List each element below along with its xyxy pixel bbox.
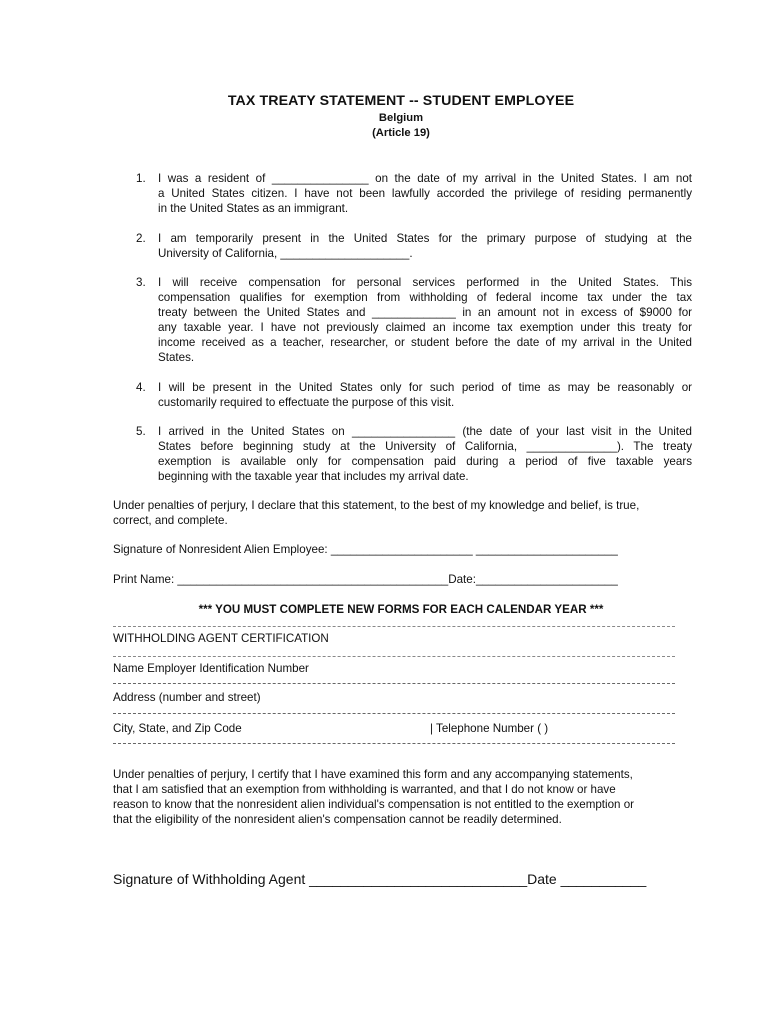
agent-certification-heading: WITHHOLDING AGENT CERTIFICATION (113, 632, 329, 645)
item-line[interactable]: I was a resident of _______________ on the date of my arrival in the United States. I am not (158, 172, 692, 185)
divider-line (113, 713, 675, 714)
item-number: 1. (136, 172, 146, 185)
item-line: in the United States as an immigrant. (158, 202, 349, 215)
employee-declaration (113, 498, 688, 528)
country-subtitle: Belgium (378, 112, 424, 124)
item-line: I am temporarily present in the United States for the primary purpose of studying at the (158, 232, 692, 245)
employee-signature-field[interactable]: Signature of Nonresident Alien Employee: ______________________ ______________________ (113, 543, 618, 556)
agent-signature-date-field[interactable]: Signature of Withholding Agent ____________________________Date ___________ (113, 871, 647, 887)
address-field-label[interactable]: Address (number and street) (113, 691, 261, 704)
item-line: any taxable year. I have not previously claimed an income tax exemption under this treaty for (158, 321, 692, 334)
certification-line: reason to know that the nonresident alien individual's compensation is not entitled to the exemption or (113, 798, 635, 811)
item-number: 4. (136, 381, 146, 394)
certification-line: that the eligibility of the nonresident alien's compensation cannot be readily determined. (113, 813, 562, 826)
item-line[interactable]: I arrived in the United States on ________________ (the date of your last visit in the United (158, 425, 692, 438)
item-line: beginning with the taxable year that includes my arrival date. (158, 470, 469, 483)
item-line[interactable]: University of California, ____________________. (158, 247, 413, 260)
item-line: States. (158, 351, 195, 364)
agent-certification-statement (113, 767, 688, 827)
item-line[interactable]: States before beginning study at the University of California, ______________). The treaty (158, 440, 692, 453)
declaration-line: correct, and complete. (113, 514, 228, 527)
item-number: 2. (136, 232, 146, 245)
item-number: 3. (136, 276, 146, 289)
item-line[interactable]: treaty between the United States and _____________ in an amount not in excess of $9000 for (158, 306, 692, 319)
item-line: compensation qualifies for exemption from withholding of federal income tax under the tax (158, 291, 692, 304)
article-subtitle: (Article 19) (372, 127, 430, 139)
city-state-zip-field-label[interactable]: City, State, and Zip Code (113, 722, 242, 735)
certification-line: Under penalties of perjury, I certify that I have examined this form and any accompanying statements, (113, 768, 633, 781)
item-line: customarily required to effectuate the purpose of this visit. (158, 396, 455, 409)
item-line: I will receive compensation for personal services performed in the United States. This (158, 276, 692, 289)
divider-line (113, 626, 675, 627)
print-name-date-field[interactable]: Print Name: __________________________________________Date:______________________ (113, 573, 618, 586)
item-number: 5. (136, 425, 146, 438)
divider-line (113, 656, 675, 657)
telephone-field-label[interactable]: | Telephone Number ( ) (430, 722, 549, 735)
employer-id-field-label[interactable]: Name Employer Identification Number (113, 662, 309, 675)
item-line: I will be present in the United States only for such period of time as may be reasonably or (158, 381, 692, 394)
divider-line (113, 683, 675, 684)
item-line: income received as a teacher, researcher, or student before the date of my arrival in the United (158, 336, 692, 349)
item-line: exemption is available only for compensation paid during a period of five taxable years (158, 455, 692, 468)
declaration-line: Under penalties of perjury, I declare that this statement, to the best of my knowledge and belief, is true, (113, 499, 640, 512)
form-title: TAX TREATY STATEMENT -- STUDENT EMPLOYEE (227, 93, 575, 109)
annual-forms-notice: *** YOU MUST COMPLETE NEW FORMS FOR EACH CALENDAR YEAR *** (198, 603, 604, 616)
item-line: a United States citizen. I have not been lawfully accorded the privilege of residing permanently (158, 187, 692, 200)
certification-line: that I am satisfied that an exemption from withholding is warranted, and that I do not know or have (113, 783, 616, 796)
divider-line (113, 743, 675, 744)
